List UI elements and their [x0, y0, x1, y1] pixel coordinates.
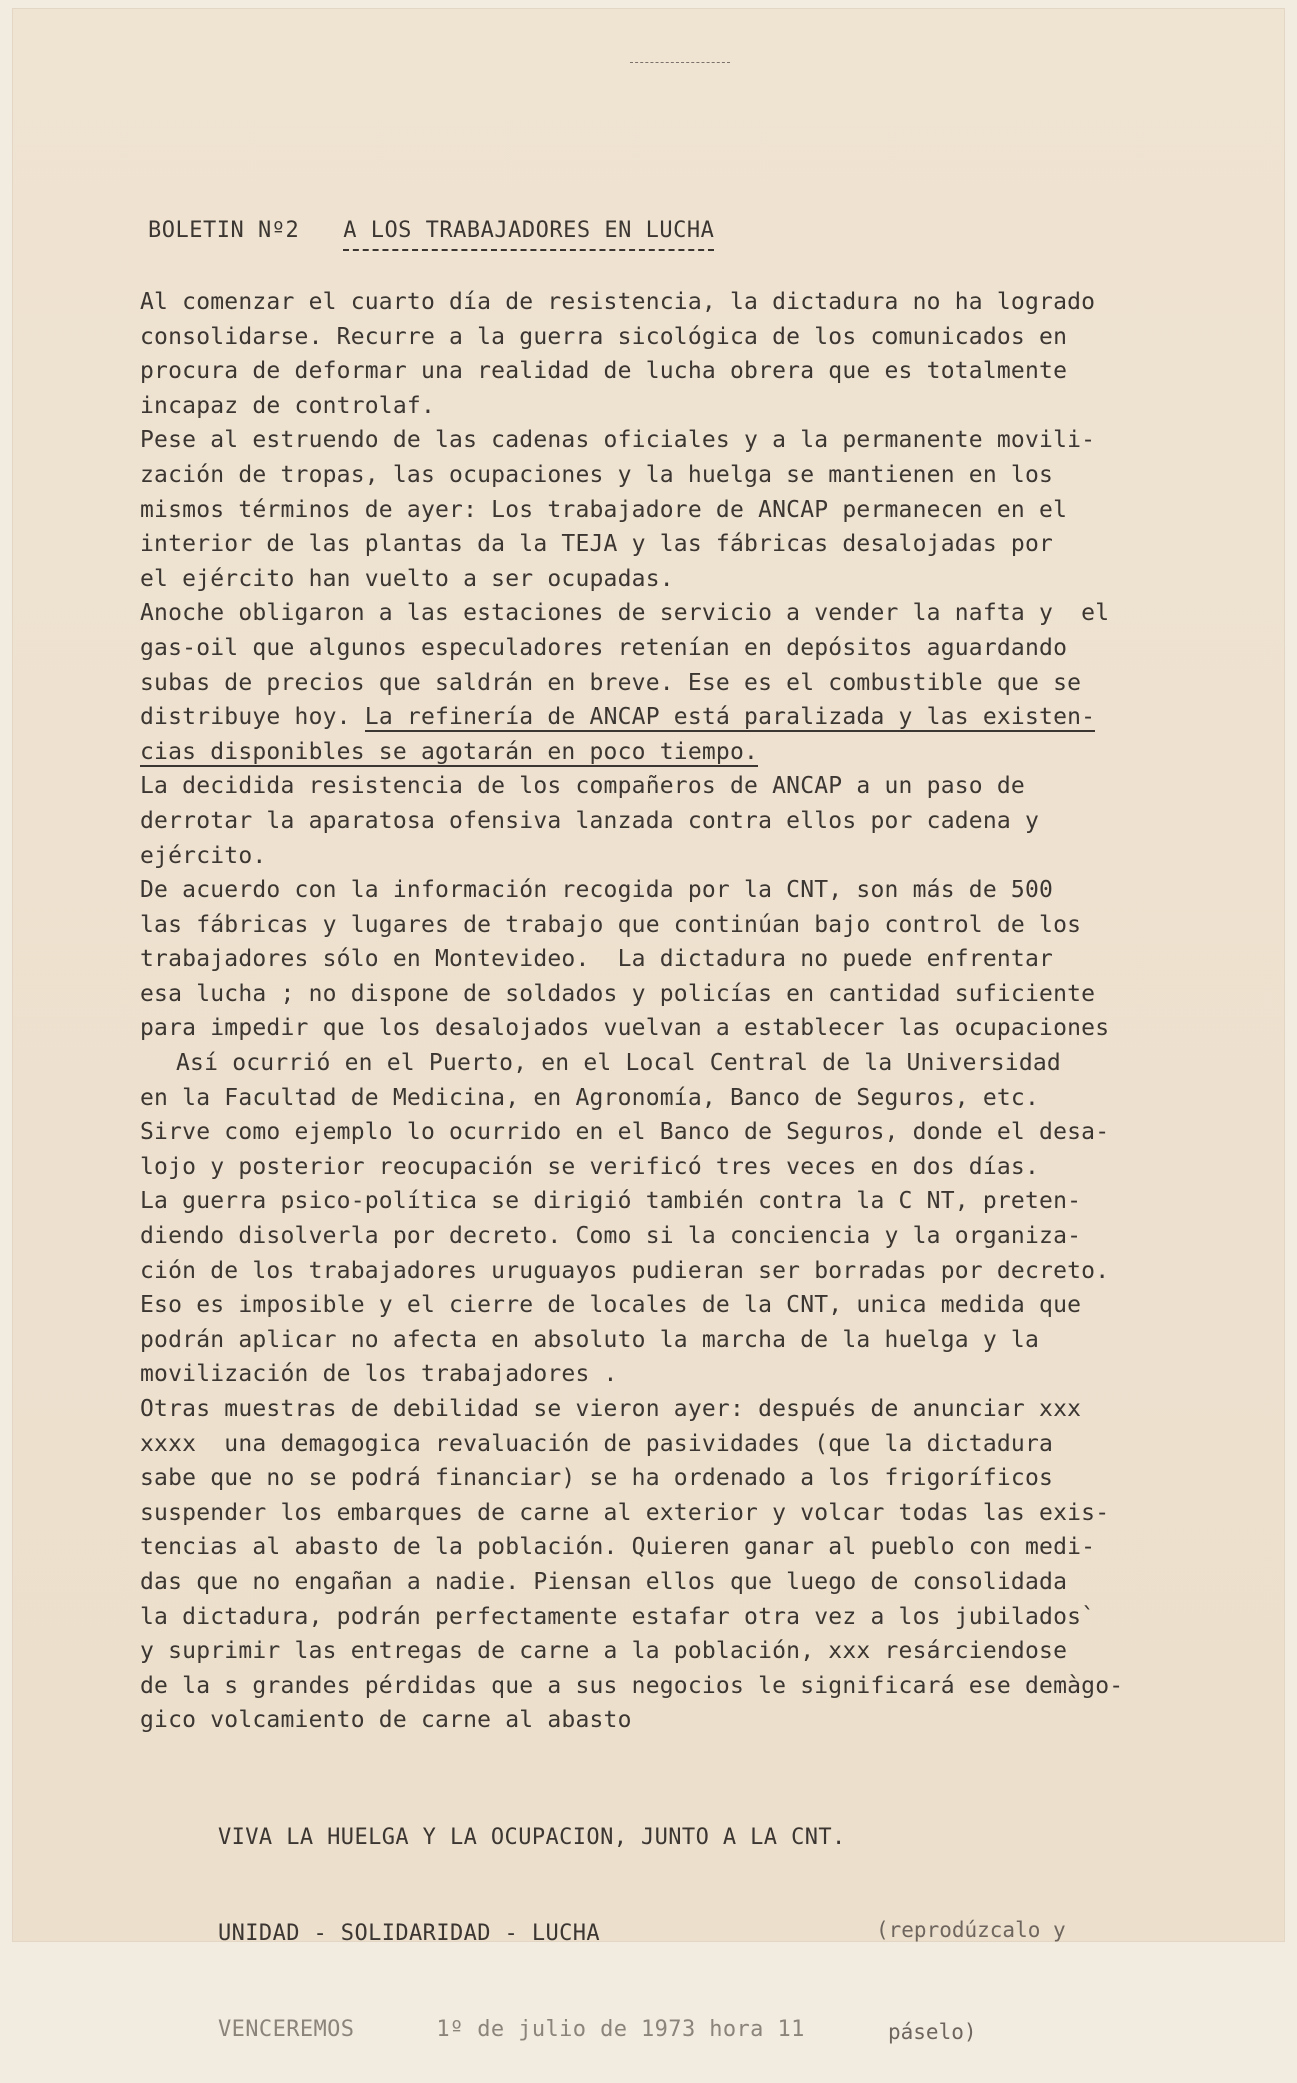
body-line: das que no engañan a nadie. Piensan ellos que luego de consolidada: [140, 1568, 1068, 1595]
body-line: derrotar la aparatosa ofensiva lanzada contra ellos por cadena y: [140, 807, 1040, 834]
body-line: en la Facultad de Medicina, en Agronomía, Banco de Seguros, etc.: [140, 1084, 1040, 1111]
body-line: la dictadura, podrán perfectamente estafar otra vez a los jubilados`: [140, 1603, 1096, 1630]
bulletin-number: BOLETIN Nº2: [148, 218, 300, 243]
body-line: podrán aplicar no afecta en absoluto la marcha de la huelga y la: [140, 1326, 1040, 1353]
body-line: de la s grandes pérdidas que a sus negocios le significará ese demàgo-: [140, 1672, 1124, 1699]
note-line: páselo): [888, 2020, 977, 2044]
body-line: suspender los embarques de carne al exterior y volcar todas las exis-: [140, 1499, 1110, 1526]
slogan-date-line: [218, 2007, 846, 2053]
slogan-line: VIVA LA HUELGA Y LA OCUPACION, JUNTO A LA CNT.: [218, 1825, 846, 1850]
note-line: (reprodúzcalo y: [876, 1918, 1066, 1942]
body-line: trabajadores sólo en Montevideo. La dictadura no puede enfrentar: [140, 946, 1054, 973]
body-line: Al comenzar el cuarto día de resistencia, la dictadura no ha logrado: [140, 289, 1096, 315]
body-line-underlined: [140, 700, 1140, 735]
body-line: el ejército han vuelto a ser ocupadas.: [140, 565, 674, 592]
bulletin-title: A LOS TRABAJADORES EN LUCHA: [343, 218, 714, 251]
body-line: esa lucha ; no dispone de soldados y policías en cantidad suficiente: [140, 980, 1096, 1007]
body-line: sabe que no se podrá financiar) se ha ordenado a los frigoríficos: [140, 1465, 1054, 1492]
body-line: Pese al estruendo de las cadenas oficiales y a la permanente movili-: [140, 427, 1096, 454]
underlined-text: La refinería de ANCAP está paralizada y las existen-: [364, 704, 1096, 731]
body-line: las fábricas y lugares de trabajo que continúan bajo control de los: [140, 911, 1082, 938]
body-line: xxxx una demagogica revaluación de pasividades (que la dictadura: [140, 1430, 1054, 1457]
body-line: lojo y posterior reocupación se verificó tres veces en dos días.: [140, 1153, 1040, 1180]
reproduce-note: [876, 1845, 1066, 2083]
bulletin-header: [148, 218, 714, 243]
bulletin-body: [140, 285, 1140, 1738]
body-line: De acuerdo con la información recogida por la CNT, son más de 500: [140, 877, 1054, 904]
underline-prefix: distribuye hoy.: [140, 704, 365, 731]
body-line: Eso es imposible y el cierre de locales de la CNT, unica medida que: [140, 1292, 1082, 1319]
top-mark: [630, 62, 730, 63]
body-line: ción de los trabajadores uruguayos pudieran ser borradas por decreto.: [140, 1257, 1110, 1284]
body-line: Así ocurrió en el Puerto, en el Local Central de la Universidad: [176, 1050, 1061, 1077]
body-line: diendo disolverla por decreto. Como si la conciencia y la organiza-: [140, 1223, 1082, 1250]
body-line: gico volcamiento de carne al abasto: [140, 1707, 632, 1734]
body-line: movilización de los trabajadores .: [140, 1361, 618, 1388]
date-text: 1º de julio de 1973 hora 11: [436, 2017, 805, 2042]
body-line: La guerra psico-política se dirigió también contra la C NT, preten-: [140, 1188, 1082, 1215]
body-line: procura de deformar una realidad de lucha obrera que es totalmente: [140, 358, 1068, 385]
body-line: tencias al abasto de la población. Quieren ganar al pueblo con medi-: [140, 1534, 1096, 1561]
body-line: gas-oil que algunos especuladores retenían en depósitos aguardando: [140, 634, 1068, 661]
body-line: zación de tropas, las ocupaciones y la huelga se mantienen en los: [140, 461, 1054, 488]
body-line: mismos términos de ayer: Los trabajadore de ANCAP permanecen en el: [140, 496, 1068, 523]
body-line: y suprimir las entregas de carne a la población, xxx resárciendose: [140, 1638, 1068, 1665]
body-line: La decidida resistencia de los compañeros de ANCAP a un paso de: [140, 773, 1025, 800]
body-line: Otras muestras de debilidad se vieron ayer: después de anunciar xxx: [140, 1396, 1082, 1422]
body-line: incapaz de controlaf.: [140, 392, 435, 419]
body-line: subas de precios que saldrán en breve. Ese es el combustible que se: [140, 669, 1082, 696]
body-line: consolidarse. Recurre a la guerra sicológica de los comunicados en: [140, 323, 1068, 350]
venceremos-text: VENCEREMOS: [218, 2017, 355, 2042]
body-line: para impedir que los desalojados vuelvan a establecer las ocupaciones: [140, 1015, 1110, 1042]
closing-slogans: [218, 1765, 846, 2078]
body-line: Sirve como ejemplo lo ocurrido en el Banco de Seguros, donde el desa-: [140, 1119, 1110, 1146]
body-line: interior de las plantas da la TEJA y las fábricas desalojadas por: [140, 531, 1054, 558]
body-line: Anoche obligaron a las estaciones de servicio a vender la nafta y el: [140, 600, 1110, 627]
underlined-text: cias disponibles se agotarán en poco tiempo.: [140, 738, 759, 765]
slogan-line: UNIDAD - SOLIDARIDAD - LUCHA: [218, 1921, 601, 1946]
body-line-underlined: [140, 735, 1140, 770]
body-line: ejército.: [140, 842, 267, 869]
